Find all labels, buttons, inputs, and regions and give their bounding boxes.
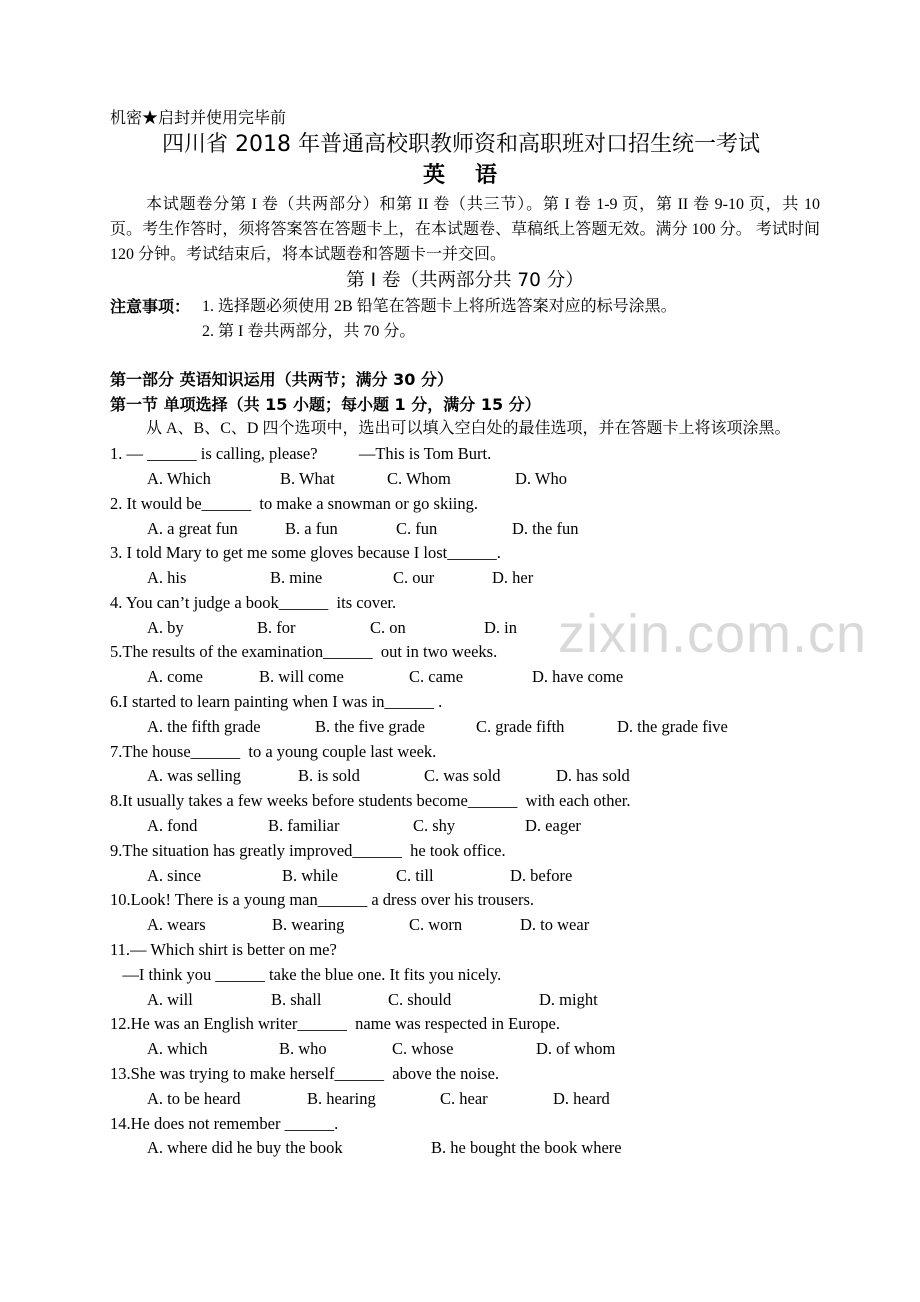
answer-option: A. was selling [147,766,241,786]
question-stem: 13.She was trying to make herself______ above the noise. [110,1064,500,1084]
answer-option: D. heard [553,1088,610,1108]
answer-option: C. on [370,617,406,637]
options-row [110,665,820,690]
options-row [110,715,820,740]
answer-option: C. should [388,989,452,1009]
answer-option: A. Which [147,468,211,488]
options-row [110,913,820,938]
answer-option: A. will [147,989,193,1009]
answer-option: B. is sold [298,766,360,786]
answer-option: D. has sold [556,766,630,786]
options-row [110,864,820,889]
question-stem: 3. I told Mary to get me some gloves because I lost______. [110,543,501,563]
answer-option: B. while [282,865,338,885]
answer-option: A. wears [147,915,206,935]
answer-option: B. wearing [272,915,345,935]
options-row [110,467,820,492]
notes-block [110,294,820,344]
options-row [110,764,820,789]
answer-option: B. shall [271,989,322,1009]
options-row [110,988,820,1013]
answer-option: A. to be heard [147,1088,241,1108]
answer-option: D. the grade five [617,716,728,736]
answer-option: C. till [396,865,434,885]
part-title: 第一部分 英语知识运用（共两节；满分 30 分） [110,370,453,389]
question-stem: 10.Look! There is a young man______ a dress over his trousers. [110,890,535,910]
question-stem: 7.The house______ to a young couple last week. [110,741,437,761]
note-item: 2. 第 I 卷共两部分，共 70 分。 [202,323,416,340]
answer-option: C. Whom [387,468,451,488]
answer-option: A. which [147,1039,208,1059]
options-row [110,1087,820,1112]
options-row [110,566,820,591]
question-stem: 11.— Which shirt is better on me? [110,940,337,960]
answer-option: B. hearing [307,1088,376,1108]
answer-option: B. familiar [268,816,340,836]
answer-option: C. worn [409,915,463,935]
answer-option: C. grade fifth [476,716,565,736]
notes-list [202,294,677,344]
answer-option: C. hear [440,1088,488,1108]
answer-option: A. his [147,568,187,588]
answer-option: B. a fun [285,518,338,538]
section-instructions: 从 A、B、C、D 四个选项中，选出可以填入空白处的最佳选项，并在答题卡上将该项涂黑。 [146,420,791,438]
answer-option: C. our [393,568,435,588]
question-stem: 12.He was an English writer______ name was respected in Europe. [110,1014,560,1034]
notes-label: 注意事项： [110,297,191,316]
answer-option: A. by [147,617,184,637]
section-title: 第一节 单项选择（共 15 小题；每小题 1 分，满分 15 分） [110,394,541,414]
answer-option: B. What [280,468,335,488]
options-row [110,1037,820,1062]
options-row [110,814,820,839]
answer-option: A. a great fun [147,518,238,538]
answer-option: D. the fun [512,518,579,538]
answer-option: D. her [492,568,534,588]
answer-option: D. to wear [520,915,590,935]
volume-title: 第 I 卷（共两部分共 70 分） [346,270,584,291]
answer-option: B. the five grade [315,716,425,736]
intro-paragraph: 本试题卷分第 I 卷（共两部分）和第 II 卷（共三节）。第 I 卷 1-9 页，第 II 卷 9-10 页，共 10 页。考生作答时，须将答案答在答题卡上，在本试题卷、草稿纸上答题无效。满分 100 分。 考试时间 120 分钟。考试结束后，将本试题卷和答题卡一并交回。 [110,196,820,263]
watermark: zixin.com.cn [558,604,868,664]
answer-option: D. might [539,989,598,1009]
subject-title: 英语 [422,163,527,188]
question-stem: 2. It would be______ to make a snowman or go skiing. [110,493,478,513]
question-stem: 4. You can’t judge a book______ its cover. [110,592,397,612]
answer-option: C. whose [392,1039,454,1059]
options-row [110,517,820,542]
question-stem: 9.The situation has greatly improved______ he took office. [110,840,506,860]
answer-option: C. came [409,667,464,687]
answer-option: B. will come [259,667,344,687]
exam-title: 四川省 2018 年普通高校职教师资和高职班对口招生统一考试 [162,132,760,157]
question-stem-line2: —I think you ______ take the blue one. It fits you nicely. [110,964,502,984]
question-stem: 1. — ______ is calling, please? —This is Tom Burt. [110,444,492,464]
answer-option: D. of whom [536,1039,616,1059]
exam-page [110,108,820,1161]
answer-option: D. have come [532,667,624,687]
answer-option: B. for [257,617,296,637]
answer-option: D. in [484,617,517,637]
answer-option: C. shy [413,816,456,836]
question-stem: 14.He does not remember ______. [110,1113,339,1133]
answer-option: D. before [510,865,573,885]
answer-option: A. fond [147,816,198,836]
answer-option: A. come [147,667,203,687]
confidential-notice: 机密★启封并使用完毕前 [110,110,287,127]
options-row [110,616,820,641]
answer-option: A. since [147,865,202,885]
answer-option: D. Who [515,468,567,488]
question-stem: 6.I started to learn painting when I was in______ . [110,692,443,712]
answer-option: A. the fifth grade [147,716,261,736]
question-stem: 8.It usually takes a few weeks before students become______ with each other. [110,791,631,811]
answer-option: D. eager [525,816,581,836]
question-stem: 5.The results of the examination______ out in two weeks. [110,642,498,662]
answer-option: A. where did he buy the book [147,1138,343,1158]
answer-option: C. was sold [424,766,501,786]
question-list [110,442,820,1161]
answer-option: C. fun [396,518,438,538]
answer-option: B. who [279,1039,327,1059]
answer-option: B. mine [270,568,323,588]
answer-option: B. he bought the book where [431,1138,622,1158]
options-row [110,1136,820,1161]
note-item: 1. 选择题必须使用 2B 铅笔在答题卡上将所选答案对应的标号涂黑。 [202,298,677,315]
